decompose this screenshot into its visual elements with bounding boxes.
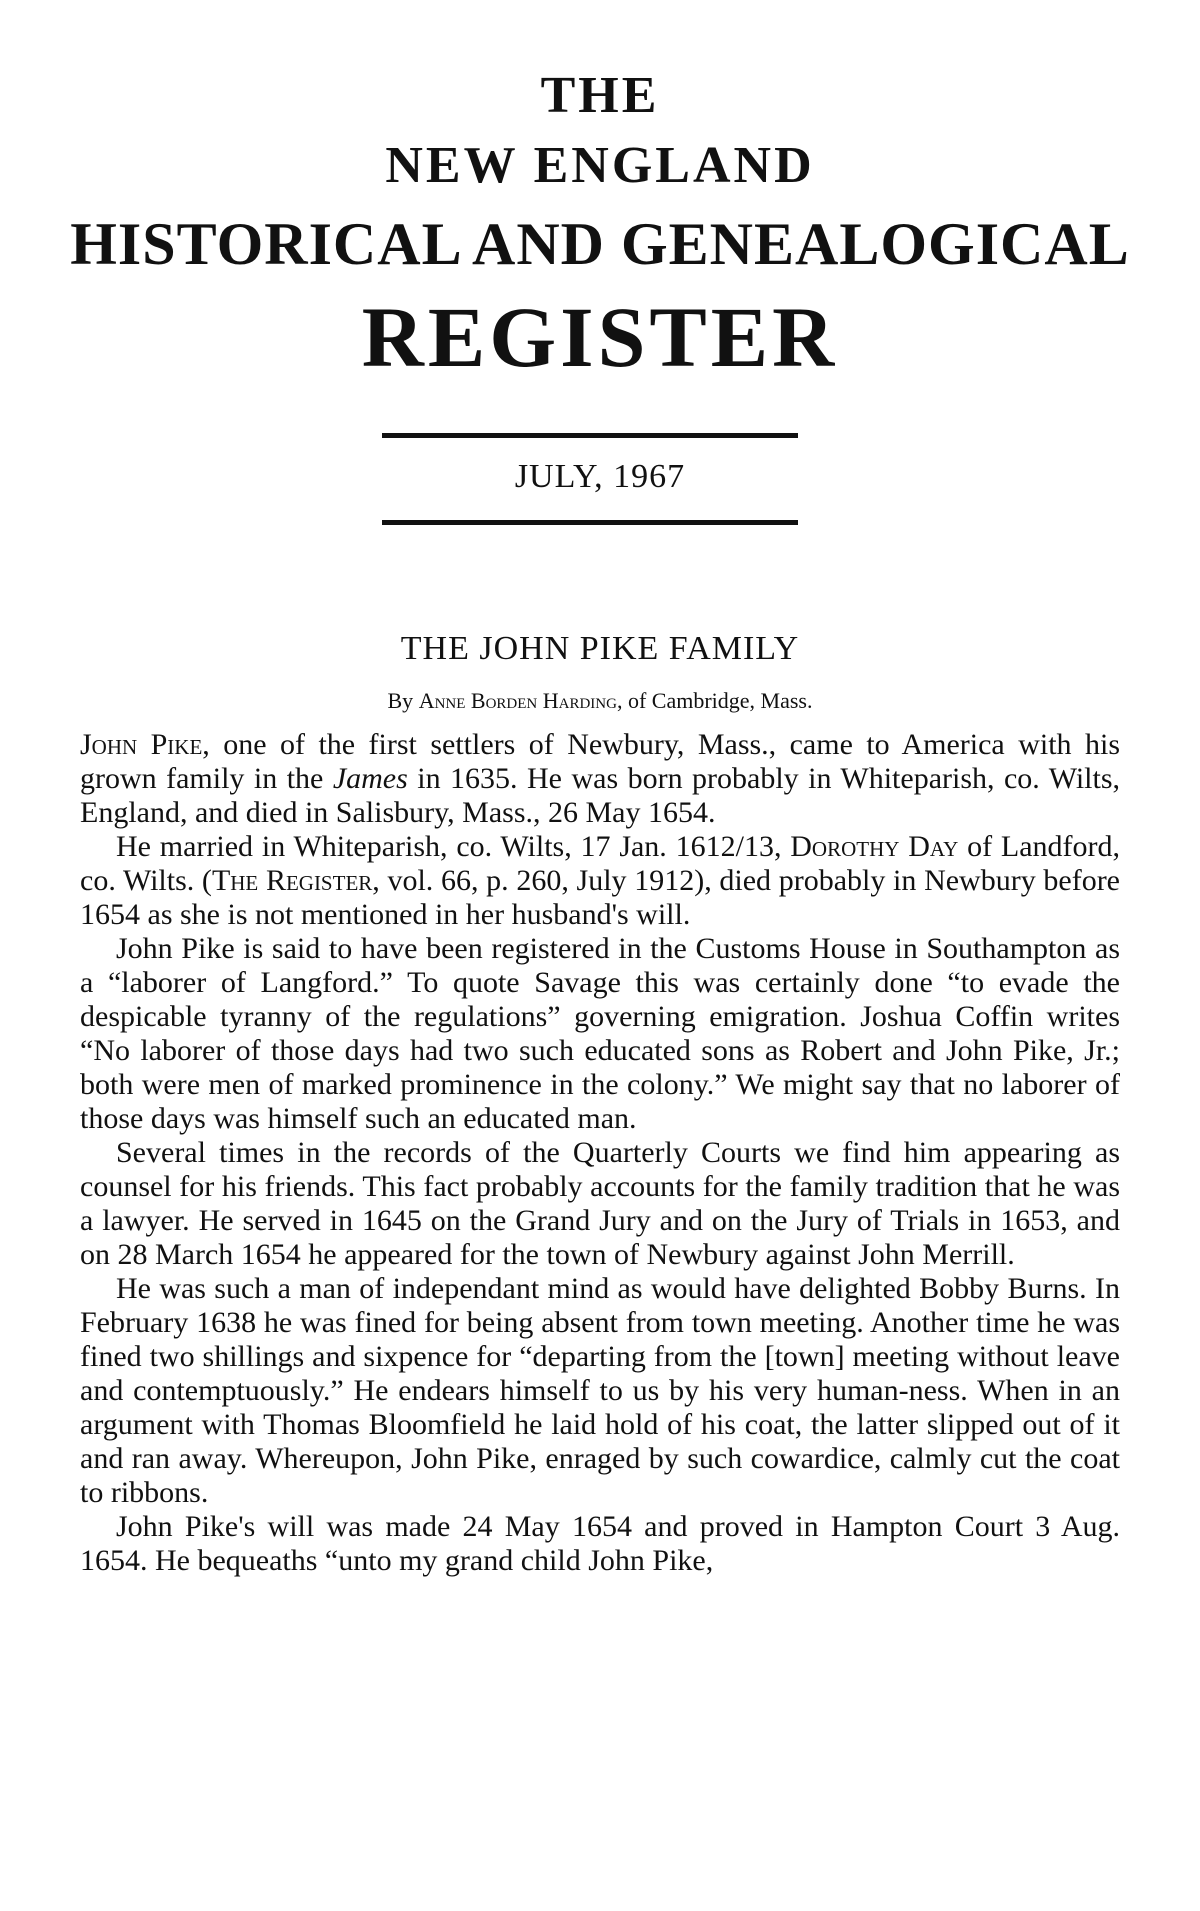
paragraph-1-text-b: in 1635. He was born probably in Whiteparish, co. Wilts, England, and died in Salisbury, Mass., 26 May 1654.	[80, 762, 1121, 829]
article-byline	[0, 688, 1200, 714]
byline-author: Anne Borden Harding	[418, 688, 617, 713]
paragraph-6: John Pike's will was made 24 May 1654 and proved in Hampton Court 3 Aug. 1654. He bequeaths “unto my grand child John Pike,	[80, 1510, 1120, 1577]
paragraph-4: Several times in the records of the Quarterly Courts we find him appearing as counsel for his friends. This fact probably accounts for the family tradition that he was a lawyer. He served in 1645 on the Grand Jury and on the Jury of Trials in 1653, and on 28 March 1654 he appeared for the town of Newbury against John Merrill.	[80, 1136, 1120, 1271]
paragraph-1-text-a: , one of the first settlers of Newbury, Mass., came to America with his grown family in the	[80, 728, 1120, 795]
article-body	[80, 728, 1120, 1578]
wife-name: Dorothy Day	[790, 830, 959, 863]
article-title: THE JOHN PIKE FAMILY	[400, 630, 800, 667]
top-divider-rule	[382, 433, 798, 438]
byline-suffix: , of Cambridge, Mass.	[616, 688, 813, 713]
masthead-line-new-england: NEW ENGLAND	[385, 137, 815, 194]
masthead-line-register: REGISTER	[361, 289, 839, 385]
paragraph-5: He was such a man of independant mind as would have delighted Bobby Burns. In February 1638 he was fined for being absent from town meeting. Another time he was fined two shillings and sixpence for “departing from the [town] meeting without leave and contemptuously.” He endears himself to us by his very human-ness. When in an argument with Thomas Bloomfield he laid hold of his coat, the latter slipped out of it and ran away. Whereupon, John Pike, enraged by such cowardice, calmly cut the coat to ribbons.	[80, 1272, 1120, 1509]
paragraph-3: John Pike is said to have been registered in the Customs House in Southampton as a “laborer of Langford.” To quote Savage this was certainly done “to evade the despicable tyranny of the regulations” governing emigration. Joshua Coffin writes “No laborer of those days had two such educated sons as Robert and John Pike, Jr.; both were men of marked prominence in the colony.” We might say that no laborer of those days was himself such an educated man.	[80, 932, 1120, 1135]
ship-name: James	[332, 762, 408, 795]
masthead-line-historical-genealogical: HISTORICAL AND GENEALOGICAL	[70, 211, 1130, 277]
paragraph-2	[80, 830, 1120, 932]
source-citation: The Register	[211, 864, 373, 897]
paragraph-2-text-b: of Landford, co. Wilts. (	[80, 830, 1120, 897]
issue-date: JULY, 1967	[514, 458, 686, 495]
paragraph-2-text-c: , vol. 66, p. 260, July 1912), died probably in Newbury before 1654 as she is not mentioned in her husband's will.	[80, 864, 1121, 931]
paragraph-1-lead: John Pike	[80, 728, 203, 761]
journal-masthead	[0, 67, 1200, 385]
bottom-divider-rule	[382, 520, 798, 525]
paragraph-2-text-a: He married in Whiteparish, co. Wilts, 17 Jan. 1612/13,	[116, 830, 791, 863]
paragraph-1	[80, 728, 1120, 830]
byline-prefix: By	[387, 688, 414, 713]
masthead-line-the: THE	[540, 67, 660, 124]
